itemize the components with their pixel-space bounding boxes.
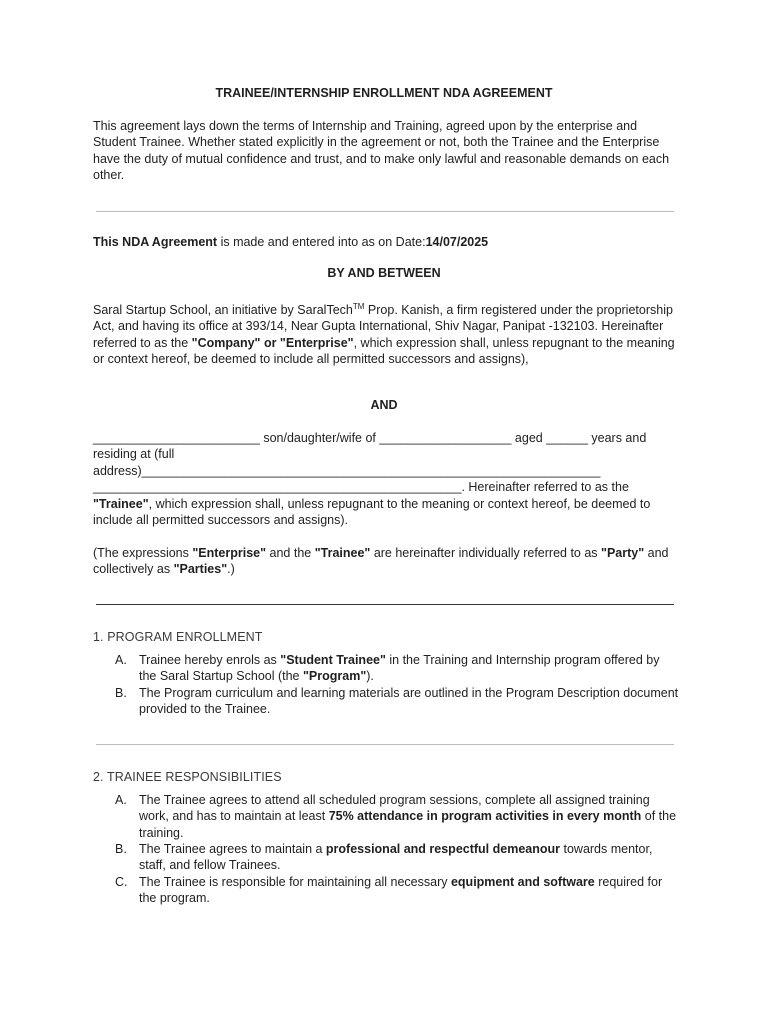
and-heading: AND [370, 398, 398, 412]
party-one-text-3: , which expression shall, unless repugnant to the meaning or context hereof, be deemed to include all permitted successors and assigns), [93, 335, 675, 367]
item-text-1: The Trainee agrees to maintain a [139, 842, 326, 856]
divider-1 [96, 211, 674, 212]
party-two-text: , which expression shall, unless repugnant to the meaning or context hereof, be deemed to include all permitted successors and assigns). [93, 496, 651, 528]
section-heading-program-enrollment: 1. PROGRAM ENROLLMENT [93, 630, 263, 644]
divider-2 [96, 604, 674, 605]
trademark-superscript: TM [352, 302, 365, 311]
expr-text-5: .) [227, 562, 235, 577]
item-text-2: of the training. [139, 809, 677, 840]
expressions-paragraph [93, 545, 683, 578]
item-text-2: required for the program. [139, 875, 663, 906]
list-marker: A. [115, 793, 127, 807]
item-text-1: Trainee hereby enrols as [139, 653, 281, 667]
document-title: TRAINEE/INTERNSHIP ENROLLMENT NDA AGREEMENT [215, 86, 553, 100]
item-bold-1: 75% attendance in program activities in every month [328, 809, 642, 824]
list-item [115, 685, 680, 718]
expr-text-3: are hereinafter individually referred to as [370, 546, 602, 560]
party-one-paragraph [93, 299, 683, 368]
item-text-2: towards mentor, staff, and fellow Trainees. [139, 842, 653, 873]
expr-parties: "Parties" [173, 562, 228, 577]
party-one-text-1: Saral Startup School, an initiative by SaralTech [93, 303, 353, 317]
list-marker: B. [115, 842, 127, 856]
list-marker: C. [115, 875, 128, 889]
party-two-line-5 [93, 496, 683, 529]
expr-text-2: and the [266, 546, 315, 560]
list-item [115, 652, 680, 685]
list-item-text [139, 841, 680, 874]
list-item-text [139, 874, 680, 907]
item-text-1: The Trainee agrees to attend all scheduled program sessions, complete all assigned training work, and has to maintain at least [139, 793, 650, 824]
expr-text-4: and collectively as [93, 546, 669, 577]
list-item [115, 792, 680, 841]
item-bold-2: "Program" [302, 669, 367, 684]
item-bold-1: "Student Trainee" [280, 653, 386, 667]
party-two-line-2: residing at (full [93, 447, 175, 462]
divider-3 [96, 744, 674, 745]
list-marker: A. [115, 653, 127, 667]
agreement-date-line [93, 234, 683, 250]
list-item [115, 874, 680, 907]
list-item-text [139, 652, 680, 685]
expr-enterprise: "Enterprise" [192, 546, 267, 560]
intro-paragraph: This agreement lays down the terms of Internship and Training, agreed upon by the enterprise and Student Trainee. Whether stated explicitly in the agreement or not, both the Trainee and the Enterprise have the duty of mutual confidence and trust, and to make only lawful and reasonable demands on each other. [93, 119, 670, 183]
item-text-1: The Trainee is responsible for maintaining all necessary [139, 875, 451, 889]
expr-text-1: (The expressions [93, 546, 193, 560]
trainee-term: "Trainee" [93, 496, 149, 511]
item-bold-1: equipment and software [450, 875, 595, 889]
expr-trainee: "Trainee" [314, 546, 371, 560]
item-text-2: in the Training and Internship program offered by the Saral Startup School (the [139, 653, 660, 684]
party-two-line-4: _____________________________________________________. Hereinafter referred to as the [93, 480, 629, 495]
made-text: is made and entered into as on Date: [217, 235, 426, 249]
by-and-between-heading: BY AND BETWEEN [327, 266, 441, 280]
agreement-date: 14/07/2025 [425, 235, 489, 249]
list-item-text [139, 792, 680, 841]
section-heading-trainee-responsibilities: 2. TRAINEE RESPONSIBILITIES [93, 770, 282, 784]
list-marker: B. [115, 686, 127, 700]
list-item [115, 841, 680, 874]
party-one-text-2: Prop. Kanish, a firm registered under the proprietorship Act, and having its office at 393/14, Near Gupta International, Shiv Nagar, Panipat -132103. Hereinafter referred to as the [93, 303, 673, 350]
company-term: "Company" or "Enterprise" [191, 335, 354, 350]
item-bold-1: professional and respectful demeanour [325, 842, 561, 856]
nda-agreement-label: This NDA Agreement [93, 235, 218, 249]
item-text-3: ). [366, 669, 374, 684]
party-two-line-1: ________________________ son/daughter/wife of ___________________ aged ______ years and [93, 431, 647, 445]
expr-party: "Party" [601, 546, 645, 560]
party-two-paragraph [93, 430, 683, 528]
list-item-text: The Program curriculum and learning materials are outlined in the Program Description document provided to the Trainee. [139, 686, 679, 717]
party-two-line-3: address)__________________________________________________________________ [93, 463, 601, 478]
